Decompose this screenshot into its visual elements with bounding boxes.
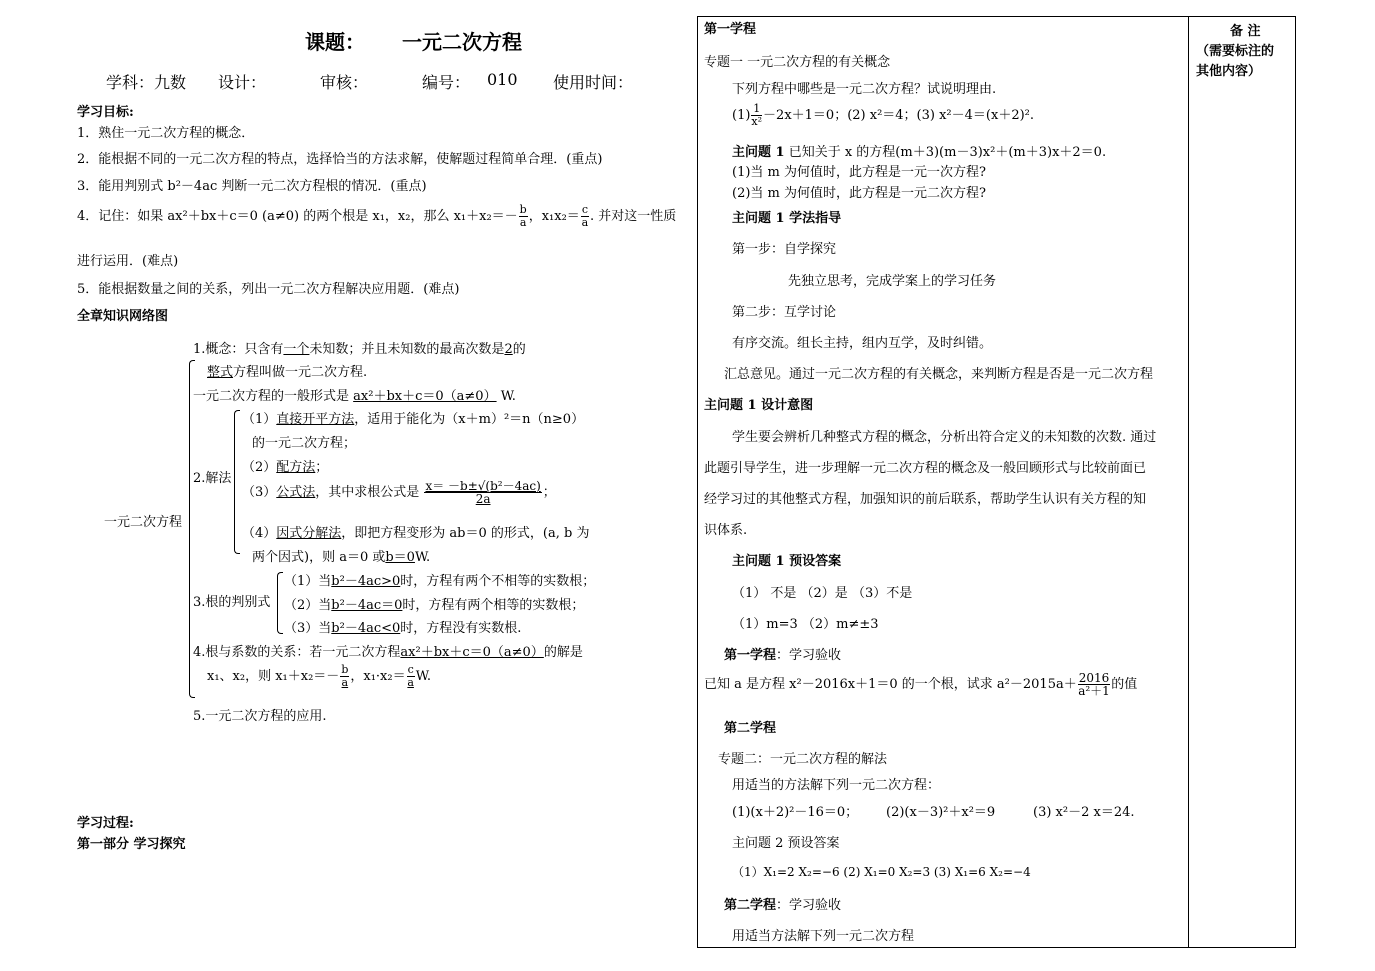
disc-1: （1）当b²－4ac>0时，方程有两个不相等的实数根；	[284, 574, 596, 589]
problem-2-answers: （1）X₁=2 X₂=−6 (2) X₁=0 X₂=3 (3) X₁=6 X₂=−4	[732, 865, 1031, 879]
disc-label: 3.根的判别式	[193, 595, 271, 610]
info-date: 使用时间：	[553, 73, 634, 92]
method-1-cont: 的一元二次方程；	[252, 436, 357, 451]
final-instruction: 用适当方法解下列一元二次方程	[732, 929, 915, 944]
goal-4-cont: 进行运用．(难点)	[77, 254, 179, 269]
goal-1: 1．熟住一元二次方程的概念．	[77, 126, 255, 141]
check-1-question: 已知 a 是方程 x²－2016x＋1＝0 的一个根，试求 a²－2015a＋ $\frac{2016}{\text{a²＋1}}$ 的值	[704, 671, 1138, 698]
answers-heading: 主问题 1 预设答案	[732, 554, 842, 569]
goal-4: 4．记住：如果 ax²＋bx＋c＝0 (a≠0) 的两个根是 x₁，x₂，那么 x₁＋x₂＝－ $\frac{b}{a}$ ，x₁x₂＝ $\frac{c}{a}$ . 并对这一性质	[77, 203, 677, 229]
guide-heading: 主问题 1 学法指导	[732, 211, 842, 226]
question-equations: (1) $\frac{1}{\text{x²}}$ －2x＋1＝0；(2) x²＝4；(3) x²－4＝(x＋2)².	[732, 102, 1035, 128]
step-2-text: 有序交流。组长主持，组内互学，及时纠错。	[732, 336, 993, 351]
method-4-cont: 两个因式)，则 a＝0 或b＝0W.	[252, 550, 431, 565]
method-2: （2）配方法；	[242, 460, 329, 475]
info-number: 010	[487, 70, 518, 89]
intent-heading: 主问题 1 设计意图	[704, 398, 814, 413]
page-title-label: 课题：	[305, 30, 365, 54]
question-intro: 下列方程中哪些是一元二次方程？试说明理由.	[732, 82, 997, 97]
goals-heading: 学习目标:	[77, 105, 134, 120]
step-1: 第一步：自学探究	[732, 242, 837, 257]
step-2: 第二步：互学讨论	[732, 305, 837, 320]
disc-brace	[277, 572, 283, 634]
answers-1: （1） 不是 （2）是 （3）不是	[732, 586, 913, 601]
relation-2: x₁、x₂，则 x₁＋x₂＝－ $\frac{b}{a}$ ，x₁·x₂＝ $\frac{c}{a}$ W.	[207, 663, 431, 689]
goal-5: 5．能根据数量之间的关系，列出一元二次方程解决应用题．(难点)	[77, 282, 460, 297]
topic-1: 专题一 一元二次方程的有关概念	[704, 55, 891, 70]
info-subject: 学科：九数	[106, 73, 187, 92]
problem-2-answers-heading: 主问题 2 预设答案	[732, 836, 840, 851]
stage-2-heading: 第二学程	[724, 721, 777, 736]
application: 5.一元二次方程的应用.	[193, 709, 327, 724]
method-3: （3）公式法，其中求根公式是 $\frac{\text{x＝ －b±√(b²－4ac)}}{2a}$ ；	[242, 479, 556, 506]
problem-1-q2: (2)当 m 为何值时，此方程是一元二次方程?	[732, 186, 986, 201]
method-4: （4）因式分解法，即把方程变形为 ab＝0 的形式，(a, b 为	[242, 526, 590, 541]
intent-line-1: 学生要会辨析几种整式方程的概念，分析出符合定义的未知数的次数. 通过	[732, 430, 1157, 445]
solve-intro: 用适当的方法解下列一元二次方程：	[732, 778, 941, 793]
intent-line-3: 经学习过的其他整式方程，加强知识的前后联系，帮助学生认识有关方程的知	[704, 492, 1147, 507]
problem-1: 主问题 1 已知关于 x 的方程(m＋3)(m－3)x²＋(m＋3)x＋2＝0.	[732, 145, 1107, 160]
disc-3: （3）当b²－4ac<0时，方程没有实数根.	[284, 621, 522, 636]
part1-heading: 第一部分 学习探究	[77, 837, 186, 852]
process-heading: 学习过程:	[77, 816, 134, 831]
step-1-text: 先独立思考，完成学案上的学习任务	[788, 274, 997, 289]
answers-2: （1）m=3 （2）m≠±3	[732, 617, 879, 632]
info-reviewer: 审核：	[320, 73, 369, 92]
check-2: 第二学程：学习验收	[724, 898, 842, 913]
page-title: 一元二次方程	[402, 30, 522, 54]
summary: 汇总意见。通过一元二次方程的有关概念，来判断方程是否是一元二次方程	[724, 367, 1154, 382]
solve-label: 2.解法	[193, 471, 232, 486]
goal-2: 2．能根据不同的一元二次方程的特点，选择恰当的方法求解，使解题过程简单合理．(重点)	[77, 152, 603, 167]
notes-divider	[1188, 16, 1189, 948]
info-number-label: 编号：	[422, 73, 471, 92]
concept-line-1: 1.概念：只含有一个未知数；并且未知数的最高次数是2的	[193, 342, 526, 357]
relation-1: 4.根与系数的关系：若一元二次方程ax²＋bx＋c＝0（a≠0）的解是	[193, 645, 583, 660]
problem-1-q1: (1)当 m 为何值时，此方程是一元一次方程?	[732, 165, 986, 180]
intent-line-2: 此题引导学生，进一步理解一元二次方程的概念及一般回顾形式与比较前面已	[704, 461, 1147, 476]
equation-1: (1)(x＋2)²－16＝0；	[732, 805, 859, 820]
goal-3: 3．能用判别式 b²－4ac 判断一元二次方程根的情况．(重点)	[77, 179, 427, 194]
solve-brace	[234, 410, 240, 554]
network-root: 一元二次方程	[104, 515, 183, 530]
method-1: （1）直接开平方法，适用于能化为（x＋m）²＝n（n≥0）	[242, 412, 585, 427]
equation-2: (2)(x－3)²＋x²＝9	[886, 805, 996, 820]
topic-2: 专题二：一元二次方程的解法	[718, 752, 888, 767]
general-form: 一元二次方程的一般形式是 ax²＋bx＋c＝0（a≠0） W.	[193, 389, 516, 404]
check-1: 第一学程：学习验收	[724, 648, 842, 663]
stage-1-heading: 第一学程	[704, 22, 757, 37]
concept-line-2: 整式方程叫做一元二次方程.	[207, 365, 368, 380]
network-heading: 全章知识网络图	[77, 309, 169, 324]
notes-title: 备 注	[1230, 24, 1261, 39]
notes-subtitle-2: 其他内容）	[1196, 64, 1262, 79]
equation-3: (3) x²－2 x＝24.	[1033, 805, 1135, 820]
intent-line-4: 识体系.	[704, 523, 748, 538]
notes-subtitle-1: （需要标注的	[1196, 44, 1275, 59]
disc-2: （2）当b²－4ac＝0时，方程有两个相等的实数根；	[284, 598, 585, 613]
info-designer: 设计：	[218, 73, 267, 92]
